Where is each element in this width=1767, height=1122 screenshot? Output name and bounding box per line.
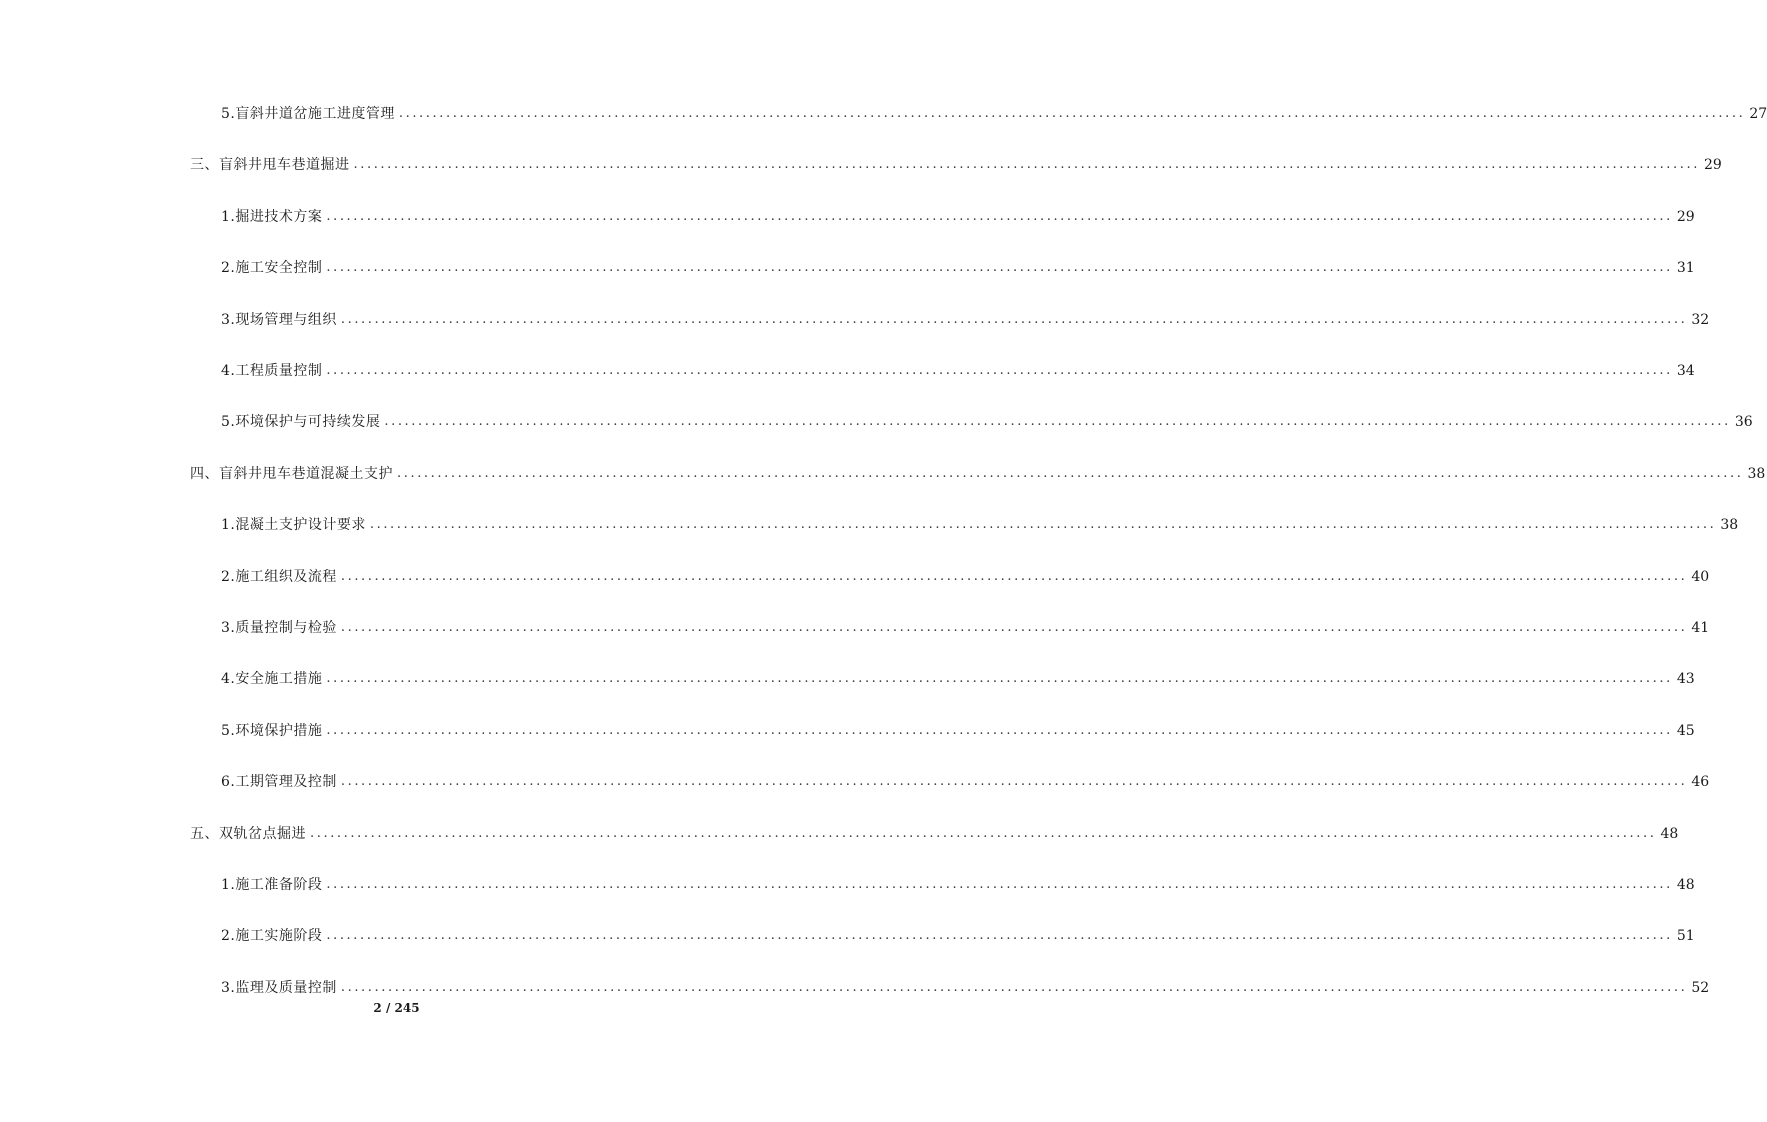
page-number-footer: 2 / 245 [373, 1001, 420, 1015]
toc-entry-page-number: 31 [1676, 260, 1695, 276]
toc-dot-leader: ........................................................................................................................................................................................................ [397, 466, 1744, 481]
toc-entry-page-number: 43 [1676, 671, 1695, 687]
toc-entry[interactable] [221, 874, 1695, 896]
toc-entry-title: 五、双轨岔点掘进 [190, 826, 306, 842]
toc-dot-leader: ........................................................................................................................................................................................................ [310, 826, 1657, 841]
toc-entry-title: 三、盲斜井甩车巷道掘进 [190, 157, 350, 173]
toc-entry-page-number: 45 [1676, 723, 1695, 739]
toc-entry-page-number: 41 [1691, 620, 1710, 636]
toc-dot-leader: ........................................................................................................................................................................................................ [326, 363, 1673, 378]
toc-entry-title: 2.施工安全控制 [221, 260, 323, 276]
toc-entry[interactable] [221, 771, 1710, 793]
toc-entry[interactable] [221, 411, 1753, 433]
toc-entry-title: 5.环境保护措施 [221, 723, 323, 739]
toc-dot-leader: ........................................................................................................................................................................................................ [326, 723, 1673, 738]
toc-entry-page-number: 38 [1747, 466, 1766, 482]
toc-entry[interactable] [221, 720, 1695, 742]
toc-entry[interactable] [221, 977, 1710, 999]
toc-entry-title: 5.盲斜井道岔施工进度管理 [221, 106, 395, 122]
toc-dot-leader: ........................................................................................................................................................................................................ [326, 928, 1673, 943]
toc-entry[interactable] [221, 925, 1695, 947]
toc-entry[interactable] [221, 514, 1739, 536]
toc-entry-page-number: 27 [1749, 106, 1767, 122]
toc-dot-leader: ........................................................................................................................................................................................................ [353, 157, 1700, 172]
toc-entry-page-number: 40 [1691, 569, 1710, 585]
toc-entry-title: 3.监理及质量控制 [221, 980, 337, 996]
toc-entry[interactable] [221, 103, 1767, 125]
toc-entry-page-number: 29 [1703, 157, 1722, 173]
toc-dot-leader: ........................................................................................................................................................................................................ [326, 877, 1673, 892]
toc-entry[interactable] [190, 154, 1722, 176]
toc-entry-title: 2.施工实施阶段 [221, 928, 323, 944]
toc-entry-page-number: 32 [1691, 312, 1710, 328]
toc-entry-page-number: 38 [1720, 517, 1739, 533]
toc-entry-title: 1.掘进技术方案 [221, 209, 323, 225]
toc-entry[interactable] [221, 617, 1710, 639]
toc-entry[interactable] [221, 309, 1710, 331]
toc-entry-page-number: 48 [1660, 826, 1679, 842]
toc-entry-page-number: 29 [1676, 209, 1695, 225]
toc-dot-leader: ........................................................................................................................................................................................................ [398, 106, 1746, 121]
toc-entry-page-number: 48 [1676, 877, 1695, 893]
toc-entry-title: 5.环境保护与可持续发展 [221, 414, 381, 430]
toc-entry-page-number: 51 [1676, 928, 1695, 944]
toc-entry-title: 6.工期管理及控制 [221, 774, 337, 790]
toc-entry-title: 3.质量控制与检验 [221, 620, 337, 636]
toc-entry[interactable] [221, 668, 1695, 690]
toc-entry-title: 4.工程质量控制 [221, 363, 323, 379]
toc-entry[interactable] [190, 463, 1766, 485]
toc-dot-leader: ........................................................................................................................................................................................................ [326, 671, 1673, 686]
toc-entry[interactable] [190, 823, 1679, 845]
toc-dot-leader: ........................................................................................................................................................................................................ [340, 620, 1688, 635]
toc-dot-leader: ........................................................................................................................................................................................................ [340, 980, 1688, 995]
toc-entry-page-number: 52 [1691, 980, 1710, 996]
toc-dot-leader: ........................................................................................................................................................................................................ [384, 414, 1731, 429]
toc-entry-page-number: 34 [1676, 363, 1695, 379]
toc-entry[interactable] [221, 257, 1695, 279]
toc-dot-leader: ........................................................................................................................................................................................................ [369, 517, 1717, 532]
toc-entry[interactable] [221, 360, 1695, 382]
toc-dot-leader: ........................................................................................................................................................................................................ [340, 569, 1688, 584]
toc-entry[interactable] [221, 206, 1695, 228]
toc-dot-leader: ........................................................................................................................................................................................................ [340, 774, 1688, 789]
toc-entry-title: 1.施工准备阶段 [221, 877, 323, 893]
toc-entry-title: 4.安全施工措施 [221, 671, 323, 687]
toc-entry[interactable] [221, 566, 1710, 588]
toc-entry-page-number: 46 [1691, 774, 1710, 790]
toc-entry-title: 四、盲斜井甩车巷道混凝土支护 [190, 466, 393, 482]
toc-entry-title: 3.现场管理与组织 [221, 312, 337, 328]
toc-entry-title: 2.施工组织及流程 [221, 569, 337, 585]
toc-entry-page-number: 36 [1734, 414, 1753, 430]
toc-entry-title: 1.混凝土支护设计要求 [221, 517, 366, 533]
toc-dot-leader: ........................................................................................................................................................................................................ [326, 260, 1673, 275]
toc-dot-leader: ........................................................................................................................................................................................................ [340, 312, 1688, 327]
toc-dot-leader: ........................................................................................................................................................................................................ [326, 209, 1673, 224]
